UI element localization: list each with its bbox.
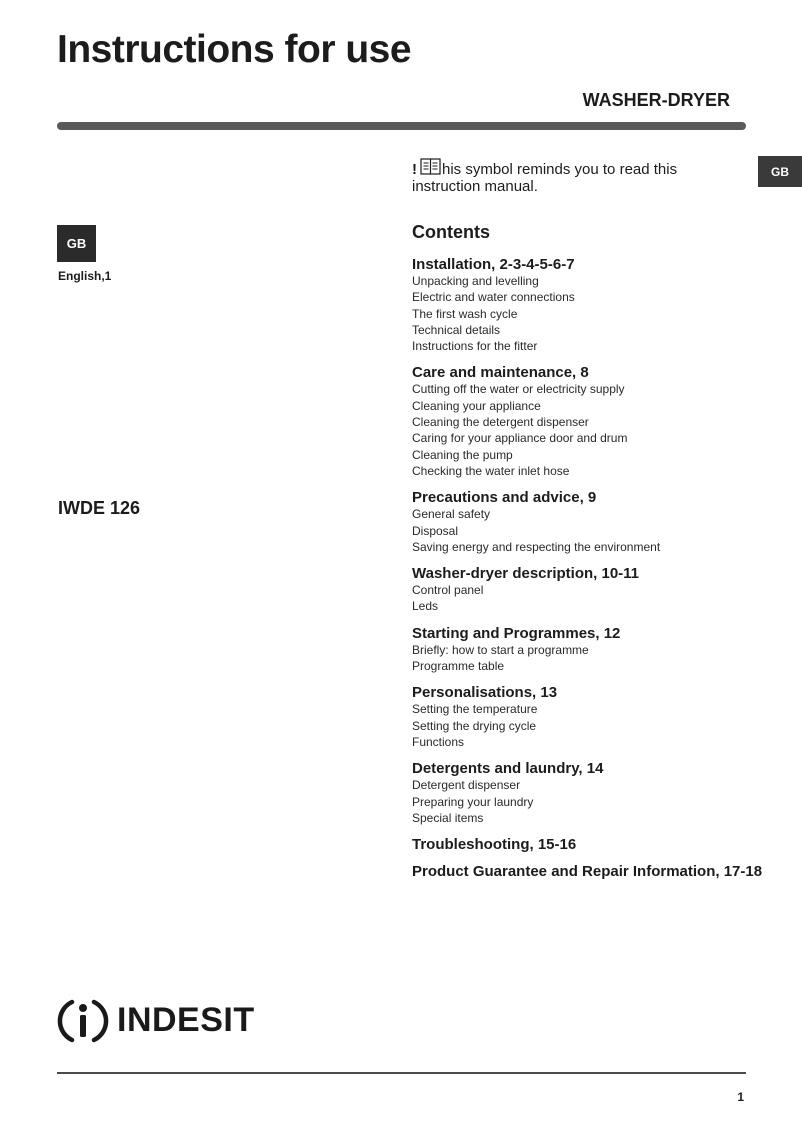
toc-section-title: Personalisations, 13 (412, 684, 558, 702)
toc-section (412, 863, 772, 880)
notice-text: his symbol reminds you to read this instruction manual. (412, 161, 678, 195)
book-icon (420, 158, 441, 179)
toc-item: Preparing your laundry (412, 794, 534, 809)
header-divider (57, 122, 746, 130)
toc-section-title: Installation, 2-3-4-5-6-7 (412, 256, 575, 273)
toc-section-title: Precautions and advice, 9 (412, 489, 597, 507)
notice-mark: ! (412, 161, 417, 178)
toc-section-title: Care and maintenance, 8 (412, 364, 589, 382)
indesit-logo-icon (57, 993, 109, 1047)
page-number: 1 (737, 1090, 744, 1104)
toc-item: Cleaning the detergent dispenser (412, 415, 589, 430)
toc-section (412, 836, 772, 853)
toc-item-list (412, 701, 772, 750)
language-label: English,1 (58, 269, 112, 283)
toc-item: Electric and water connections (412, 290, 575, 305)
toc-section (412, 625, 772, 675)
toc-item: Briefly: how to start a programme (412, 642, 589, 657)
toc-item: Control panel (412, 583, 484, 598)
toc-item: Instructions for the fitter (412, 339, 538, 354)
toc-item: General safety (412, 507, 491, 522)
toc-item: Setting the temperature (412, 702, 538, 717)
table-of-contents (412, 256, 772, 890)
toc-section (412, 684, 772, 750)
toc-item: Programme table (412, 659, 505, 674)
toc-item: Saving energy and respecting the environment (412, 539, 661, 554)
toc-item: Functions (412, 734, 465, 749)
toc-item: Technical details (412, 322, 501, 337)
toc-item: Cutting off the water or electricity supply (412, 382, 625, 397)
toc-section-title: Starting and Programmes, 12 (412, 624, 621, 642)
toc-section-title: Troubleshooting, 15-16 (412, 836, 577, 854)
toc-section-title: Product Guarantee and Repair Information, 17-18 (412, 863, 763, 881)
toc-item: Cleaning your appliance (412, 398, 541, 413)
brand-logo (57, 993, 255, 1047)
toc-item-list (412, 582, 772, 615)
toc-item: Special items (412, 810, 484, 825)
toc-item: Checking the water inlet hose (412, 463, 570, 478)
brand-name: INDESIT (117, 1001, 255, 1039)
toc-section (412, 760, 772, 826)
toc-section (412, 256, 772, 354)
toc-item: The first wash cycle (412, 306, 518, 321)
toc-item-list (412, 506, 772, 555)
toc-item: Unpacking and levelling (412, 274, 539, 288)
footer-divider (57, 1072, 746, 1074)
toc-section-title: Detergents and laundry, 14 (412, 760, 604, 778)
toc-item: Caring for your appliance door and drum (412, 431, 628, 446)
toc-section (412, 364, 772, 479)
toc-item-list (412, 381, 772, 479)
page-title: Instructions for use (57, 28, 412, 71)
toc-item-list (412, 777, 772, 826)
language-tab: GB (758, 156, 802, 187)
model-number: IWDE 126 (58, 498, 141, 518)
toc-item: Disposal (412, 523, 459, 538)
toc-section (412, 489, 772, 555)
manual-notice (412, 158, 732, 195)
product-type: WASHER-DRYER (582, 90, 730, 110)
toc-section-title: Washer-dryer description, 10-11 (412, 565, 640, 583)
toc-item: Setting the drying cycle (412, 718, 537, 733)
toc-item: Detergent dispenser (412, 778, 521, 793)
toc-item: Cleaning the pump (412, 447, 513, 462)
toc-item-list (412, 273, 772, 354)
contents-heading: Contents (412, 222, 490, 242)
language-badge: GB (57, 225, 96, 262)
toc-item: Leds (412, 599, 439, 614)
toc-item-list (412, 642, 772, 675)
toc-section (412, 565, 772, 615)
